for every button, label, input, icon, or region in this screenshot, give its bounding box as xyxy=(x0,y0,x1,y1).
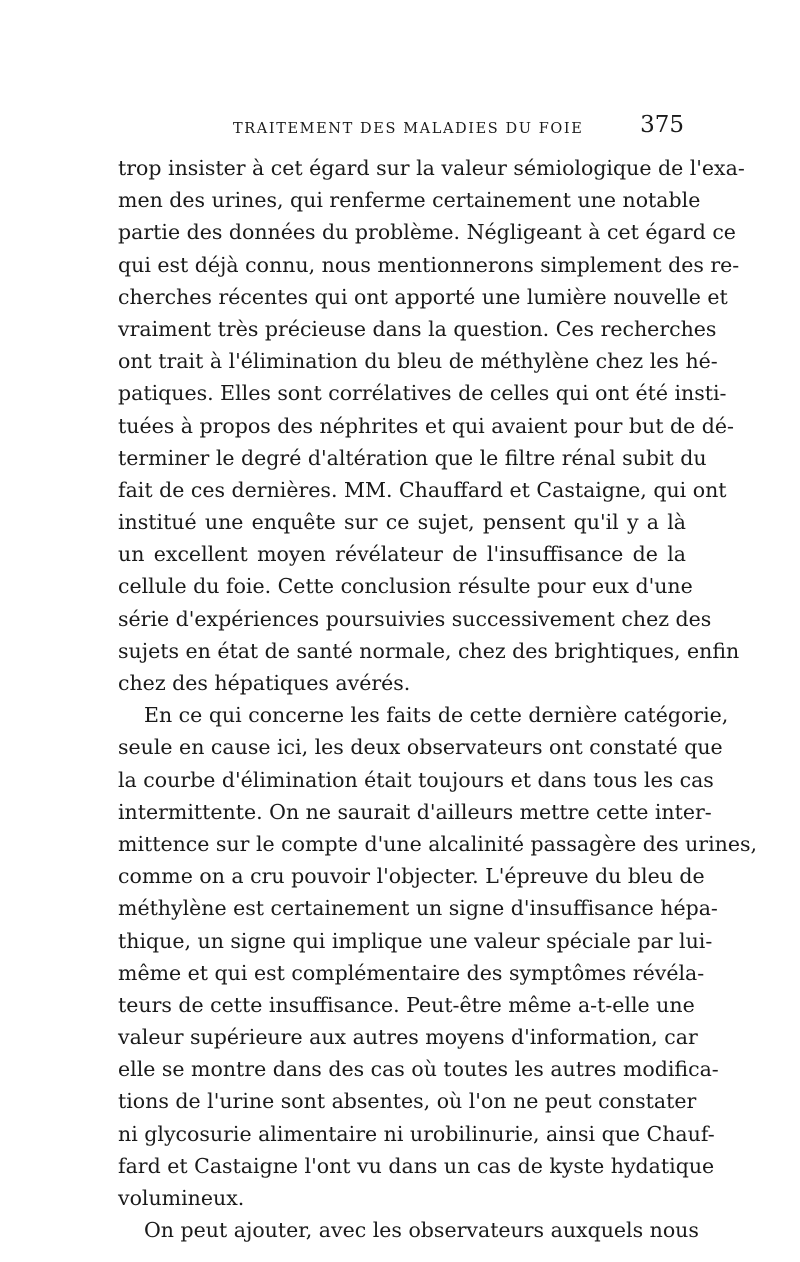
text-line: sujets en état de santé normale, chez des brightiques, enfin xyxy=(118,638,740,663)
body-text xyxy=(118,152,758,1246)
text-line: intermittente. On ne saurait d'ailleurs mettre cette inter- xyxy=(118,799,712,824)
text-line: terminer le degré d'altération que le filtre rénal subit du xyxy=(118,445,707,470)
text-line: fard et Castaigne l'ont vu dans un cas de kyste hydatique xyxy=(118,1153,715,1178)
text-line: teurs de cette insuffisance. Peut-être même a-t-elle une xyxy=(118,992,695,1017)
text-line: ont trait à l'élimination du bleu de méthylène chez les hé- xyxy=(118,349,718,374)
text-line: On peut ajouter, avec les observateurs auxquels nous xyxy=(144,1218,699,1243)
text-line: fait de ces dernières. MM. Chauffard et Castaigne, qui ont xyxy=(118,477,727,502)
text-line: qui est déjà connu, nous mentionnerons simplement des re- xyxy=(118,252,740,277)
text-line: partie des données du problème. Négligeant à cet égard ce xyxy=(118,220,736,245)
text-line: série d'expériences poursuivies successivement chez des xyxy=(118,606,712,631)
text-line: volumineux. xyxy=(118,1186,245,1210)
paragraph xyxy=(118,152,745,699)
paragraph xyxy=(118,699,758,1214)
text-line: patiques. Elles sont corrélatives de celles qui ont été insti- xyxy=(118,381,727,406)
text-line: cherches récentes qui ont apporté une lumière nouvelle et xyxy=(118,284,728,309)
running-header xyxy=(118,112,686,146)
text-line: la courbe d'élimination était toujours et dans tous les cas xyxy=(118,767,714,792)
book-page xyxy=(118,112,758,1246)
text-line: men des urines, qui renferme certainement une notable xyxy=(118,188,701,213)
text-line: chez des hépatiques avérés. xyxy=(118,671,411,695)
text-line: En ce qui concerne les faits de cette dernière catégorie, xyxy=(144,703,729,728)
page-number: 375 xyxy=(640,112,684,138)
text-line: ni glycosurie alimentaire ni urobilinurie, ainsi que Chauf- xyxy=(118,1121,715,1146)
paragraph xyxy=(118,1214,699,1246)
text-line: trop insister à cet égard sur la valeur sémiologique de l'exa- xyxy=(118,156,745,180)
text-line: valeur supérieure aux autres moyens d'information, car xyxy=(118,1025,698,1050)
text-line: un excellent moyen révélateur de l'insuffisance de la xyxy=(118,542,686,567)
text-line: même et qui est complémentaire des symptômes révéla- xyxy=(118,960,705,985)
text-line: comme on a cru pouvoir l'objecter. L'épreuve du bleu de xyxy=(118,864,705,889)
text-line: tions de l'urine sont absentes, où l'on ne peut constater xyxy=(118,1089,697,1114)
text-line: seule en cause ici, les deux observateurs ont constaté que xyxy=(118,735,723,760)
running-title: TRAITEMENT DES MALADIES DU FOIE xyxy=(233,121,584,137)
text-line: méthylène est certainement un signe d'insuffisance hépa- xyxy=(118,896,718,921)
text-line: vraiment très précieuse dans la question. Ces recherches xyxy=(118,316,717,341)
text-line: elle se montre dans des cas où toutes les autres modifica- xyxy=(118,1057,719,1082)
text-line: thique, un signe qui implique une valeur spéciale par lui- xyxy=(118,928,713,953)
text-line: institué une enquête sur ce sujet, pensent qu'il y a là xyxy=(118,510,686,535)
text-line: tuées à propos des néphrites et qui avaient pour but de dé- xyxy=(118,413,734,438)
text-line: cellule du foie. Cette conclusion résulte pour eux d'une xyxy=(118,574,693,599)
text-line: mittence sur le compte d'une alcalinité passagère des urines, xyxy=(118,831,758,856)
